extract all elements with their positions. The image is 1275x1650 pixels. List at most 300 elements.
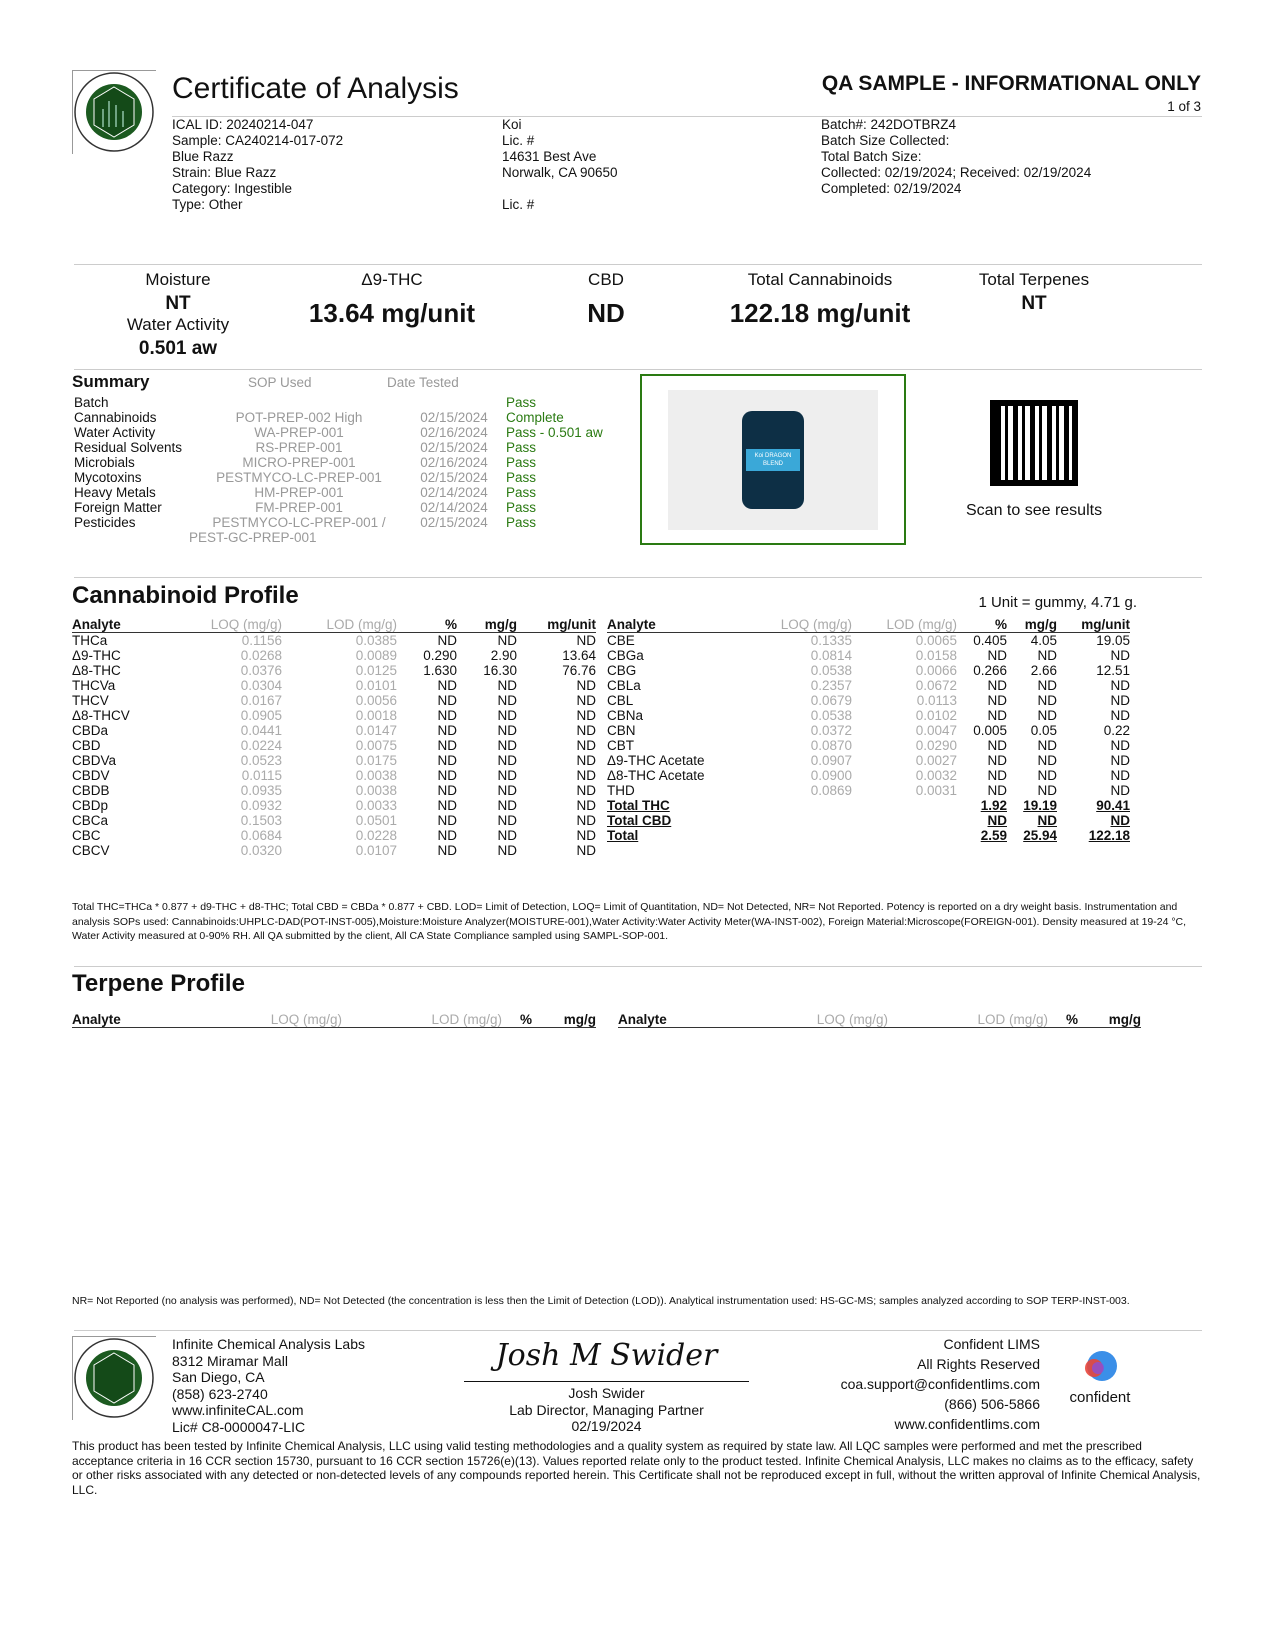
lab-name: Infinite Chemical Analysis Labs (172, 1336, 365, 1352)
qr-code[interactable] (990, 400, 1078, 486)
summary-result: Pass (506, 395, 537, 410)
cell: 0.290 (423, 648, 457, 663)
lab-street: 8312 Miramar Mall (172, 1352, 288, 1369)
confident-logo (1064, 1348, 1136, 1407)
completed-date: Completed: 02/19/2024 (821, 181, 962, 196)
cell: ND (1110, 693, 1130, 708)
cell: ND (576, 633, 596, 648)
cell: ND (1110, 678, 1130, 693)
cell: ND (576, 723, 596, 738)
cell: 0.0228 (355, 828, 397, 843)
cell: CBGa (607, 648, 644, 663)
signatory-name: Josh Swider (568, 1385, 645, 1401)
table-row (607, 633, 1130, 649)
cell: 2.59 (980, 828, 1007, 843)
summary-result: Pass (506, 470, 537, 485)
cell: ND (1110, 738, 1130, 753)
cell: ND (437, 828, 457, 843)
total-row (607, 828, 1130, 843)
cell: Total CBD (607, 813, 672, 828)
cell: ND (437, 678, 457, 693)
moisture-value: NT (165, 293, 191, 314)
batch-number: Batch#: 242DOTBRZ4 (821, 117, 957, 132)
table-row (72, 828, 596, 843)
cell: 25.94 (1023, 828, 1057, 843)
cell: 0.0290 (915, 738, 957, 753)
cell: ND (497, 753, 517, 768)
summary-result: Pass (506, 500, 537, 515)
date-header: Date Tested (387, 375, 459, 390)
cell: 0.0268 (240, 648, 282, 663)
cell: 0.0175 (355, 753, 397, 768)
column-header: LOD (mg/g) (282, 617, 397, 633)
confident-logo-icon (1080, 1348, 1120, 1384)
cell: 0.0441 (240, 723, 282, 738)
cell: CBDa (72, 723, 109, 738)
summary-sop: PESTMYCO-LC-PREP-001 (216, 470, 382, 485)
cell: 0.0672 (915, 678, 957, 693)
cell: Total (607, 828, 639, 843)
cell: ND (497, 843, 517, 858)
column-header: Analyte (72, 617, 182, 633)
cell: 0.0320 (240, 843, 282, 858)
cell: ND (1037, 678, 1057, 693)
cell: ND (1037, 708, 1057, 723)
table-row (72, 723, 596, 738)
table-row (72, 738, 596, 753)
cell: CBE (607, 633, 635, 648)
column-header: LOQ (mg/g) (182, 617, 282, 633)
table-row (607, 663, 1130, 678)
summary-sop: HM-PREP-001 (254, 485, 344, 500)
cell: ND (987, 738, 1007, 753)
summary-result: Pass (506, 515, 537, 530)
table-row (72, 693, 596, 708)
lab-license: Lic# C8-0000047-LIC (172, 1418, 306, 1435)
header-row (72, 1012, 596, 1028)
cell: 0.0870 (810, 738, 852, 753)
header-row (72, 617, 596, 633)
summary-result: Complete (506, 410, 564, 425)
cell: 0.0304 (240, 678, 282, 693)
page-number: 1 of 3 (1167, 99, 1201, 114)
total-row (607, 813, 1130, 828)
cell: 0.0932 (240, 798, 282, 813)
column-header: LOD (mg/g) (852, 617, 957, 633)
water-activity-label: Water Activity (126, 315, 230, 334)
summary-result: Pass (506, 455, 537, 470)
cell: 0.266 (973, 663, 1007, 678)
cell: ND (437, 633, 457, 648)
confident-logo-text: confident (1069, 1389, 1131, 1406)
cell: 0.1335 (810, 633, 852, 648)
cell: ND (1110, 648, 1130, 663)
cell: ND (576, 708, 596, 723)
cell: 0.0065 (915, 633, 957, 648)
cannabinoid-profile-title: Cannabinoid Profile (72, 582, 299, 609)
cell: ND (437, 708, 457, 723)
cell: ND (576, 813, 596, 828)
cell: ND (1037, 753, 1057, 768)
table-row (607, 678, 1130, 693)
cell: 0.0158 (915, 648, 957, 663)
summary-date: 02/15/2024 (420, 470, 488, 485)
cell: ND (576, 738, 596, 753)
cell: ND (497, 738, 517, 753)
cell: 0.0032 (915, 768, 957, 783)
cell: 0.22 (1103, 723, 1130, 738)
signatory-title: Lab Director, Managing Partner (509, 1401, 704, 1418)
cell: 19.19 (1023, 798, 1057, 813)
cell: 2.66 (1030, 663, 1057, 678)
cell: 0.0113 (916, 693, 957, 708)
lims-info (841, 1334, 1040, 1434)
total-terpenes-metric: Total Terpenes NT (978, 270, 1090, 314)
cell: ND (1037, 768, 1057, 783)
table-row (607, 648, 1130, 663)
cell (852, 828, 957, 843)
sample-id: Sample: CA240214-017-072 (172, 133, 344, 148)
cell: CBDVa (72, 753, 117, 768)
cell: 0.0075 (355, 738, 397, 753)
cell: 1.630 (423, 663, 457, 678)
cell: 0.0101 (355, 678, 397, 693)
cell: ND (576, 798, 596, 813)
cell: Δ8-THC Acetate (607, 768, 705, 783)
cell: ND (1110, 753, 1130, 768)
cell: CBDp (72, 798, 109, 813)
cell: 0.0538 (810, 663, 852, 678)
cell: ND (497, 633, 517, 648)
strain: Strain: Blue Razz (172, 165, 277, 180)
cell: 0.1503 (240, 813, 282, 828)
cell: 0.0679 (810, 693, 852, 708)
terpene-profile-title: Terpene Profile (72, 970, 245, 997)
summary-title: Summary (72, 372, 150, 391)
cell: ND (1037, 693, 1057, 708)
cell (852, 798, 957, 813)
client-city: Norwalk, CA 90650 (502, 165, 618, 180)
cell: CBL (607, 693, 634, 708)
cell: CBCV (72, 843, 110, 858)
cell: THCa (72, 633, 108, 648)
cell: ND (576, 678, 596, 693)
cell: ND (437, 693, 457, 708)
column-header: mg/g (1078, 1012, 1141, 1028)
table-row (72, 708, 596, 723)
summary-test: Microbials (74, 455, 135, 470)
cbd-metric: CBD ND (587, 270, 625, 328)
cell: ND (987, 768, 1007, 783)
column-header: mg/unit (517, 617, 596, 633)
cell: ND (576, 693, 596, 708)
cell: ND (437, 783, 457, 798)
product-name: Blue Razz (172, 149, 234, 164)
column-header: mg/g (1007, 617, 1057, 633)
ical-id: ICAL ID: 20240214-047 (172, 117, 314, 132)
client-name: Koi (502, 117, 522, 132)
cell: ND (497, 693, 517, 708)
cell: ND (437, 768, 457, 783)
lims-rights: All Rights Reserved (917, 1356, 1040, 1372)
column-header: mg/unit (1057, 617, 1130, 633)
cell: 0.0814 (810, 648, 852, 663)
table-row (607, 753, 1130, 768)
cell (757, 828, 852, 843)
cell: 0.05 (1030, 723, 1057, 738)
cell: 0.0900 (810, 768, 852, 783)
cell: Δ8-THC (72, 663, 121, 678)
lab-phone: (858) 623-2740 (172, 1385, 268, 1402)
cell: ND (497, 783, 517, 798)
cell: 13.64 (562, 648, 596, 663)
client-info (502, 117, 618, 213)
client-address: 14631 Best Ave (502, 149, 597, 164)
summary-test: Water Activity (74, 425, 156, 440)
column-header: LOQ (mg/g) (262, 1012, 342, 1028)
document-title: Certificate of Analysis (172, 72, 459, 105)
cell: ND (576, 768, 596, 783)
cell: 16.30 (483, 663, 517, 678)
summary-date: 02/14/2024 (420, 500, 488, 515)
total-row (607, 798, 1130, 813)
cell: 0.0905 (240, 708, 282, 723)
cell (757, 813, 852, 828)
summary-test: Foreign Matter (74, 500, 162, 515)
cell: 0.0125 (355, 663, 397, 678)
cell: 0.0056 (355, 693, 397, 708)
cell: CBG (607, 663, 637, 678)
cell: ND (987, 813, 1007, 828)
lab-city: San Diego, CA (172, 1369, 265, 1385)
cell (757, 798, 852, 813)
cell: 0.0038 (355, 783, 397, 798)
client-license-2: Lic. # (502, 197, 535, 212)
cell: ND (987, 693, 1007, 708)
cell: ND (1110, 768, 1130, 783)
cell: ND (576, 843, 596, 858)
header-row (618, 1012, 1141, 1028)
cell: 0.0033 (355, 798, 397, 813)
cell: 0.0027 (915, 753, 957, 768)
summary-sop: RS-PREP-001 (255, 440, 343, 455)
cell: 1.92 (980, 798, 1007, 813)
summary-sop-extra: PEST-GC-PREP-001 (189, 530, 317, 545)
cell: 0.0224 (240, 738, 282, 753)
cell: ND (497, 813, 517, 828)
lab-address (172, 1336, 365, 1435)
cell: CBT (607, 738, 634, 753)
cell: 0.0089 (355, 648, 397, 663)
lims-name: Confident LIMS (943, 1336, 1040, 1352)
cell: 0.0147 (355, 723, 397, 738)
terpene-note: NR= Not Reported (no analysis was performed), ND= Not Detected (the concentration is less then the Limit of Detection (LOD)). Analytical instrumentation used: HS-GC-MS; samples analyzed according to SOP TERP-INST-003. (72, 1295, 1130, 1307)
cell: ND (437, 798, 457, 813)
cell: THCVa (72, 678, 116, 693)
cell: ND (576, 828, 596, 843)
cell: 0.005 (973, 723, 1007, 738)
total-cannabinoids-metric: Total Cannabinoids 122.18 mg/unit (729, 270, 911, 328)
product-image (640, 374, 906, 545)
cell: CBC (72, 828, 101, 843)
summary-result: Pass (506, 485, 537, 500)
cell: 0.0385 (355, 633, 397, 648)
summary-test: Cannabinoids (74, 410, 157, 425)
cannabinoid-table-right (607, 617, 1130, 843)
table-row (72, 678, 596, 693)
summary-date: 02/16/2024 (420, 425, 488, 440)
cell: 0.0501 (355, 813, 397, 828)
cell: 12.51 (1096, 663, 1130, 678)
cell: ND (1037, 738, 1057, 753)
lab-logo (72, 70, 156, 154)
summary-test: Residual Solvents (74, 440, 183, 455)
signature-date: 02/19/2024 (571, 1418, 642, 1434)
total-batch-size: Total Batch Size: (821, 149, 922, 164)
cell: 0.0372 (810, 723, 852, 738)
cell: 0.0684 (240, 828, 282, 843)
column-header: % (397, 617, 457, 633)
cell: ND (497, 678, 517, 693)
summary-sop: MICRO-PREP-001 (242, 455, 356, 470)
cell: ND (437, 753, 457, 768)
column-header: LOQ (mg/g) (757, 617, 852, 633)
cell: Δ9-THC (72, 648, 121, 663)
cell: ND (497, 768, 517, 783)
cell: 2.90 (490, 648, 517, 663)
cannabinoid-note: Total THC=THCa * 0.877 + d9-THC + d8-THC; Total CBD = CBDa * 0.877 + CBD. LOD= Limit of Detection, LOQ= Limit of Quantitation, ND= Not Detected, NR= Not Reported. Potency is reported on a dry weight basis. Instrumentation and analysis SOPs used: Cannabinoids:UHPLC-DAD(POT-INST-005),Moisture:Moisture Analyzer(MOISTURE-001),Water Activity:Water Activity Meter(WA-INST-002), Foreign Material:Microscope(FOREIGN-001). Density measured at 19-24 °C, Water Activity measured at 0-90% RH. All QA submitted by the client, All CA State Compliance sampled using SAMPL-SOP-001. (72, 901, 1187, 942)
cell: ND (987, 678, 1007, 693)
collected-received: Collected: 02/19/2024; Received: 02/19/2024 (821, 165, 1092, 180)
cell: CBNa (607, 708, 644, 723)
cell: 0.0907 (810, 753, 852, 768)
cell: ND (576, 753, 596, 768)
cell: Total THC (607, 798, 670, 813)
table-row (72, 663, 596, 678)
cell: ND (437, 738, 457, 753)
cell: 0.405 (973, 633, 1007, 648)
table-row (607, 783, 1130, 798)
cell: 0.0107 (355, 843, 397, 858)
table-row (607, 693, 1130, 708)
batch-info (821, 117, 1091, 197)
cell: 76.76 (562, 663, 596, 678)
cell: 0.0038 (355, 768, 397, 783)
column-header: % (1048, 1012, 1078, 1028)
cell: 0.0167 (240, 693, 282, 708)
lims-email[interactable]: coa.support@confidentlims.com (840, 1376, 1040, 1392)
table-row (72, 798, 596, 813)
table-row (607, 738, 1130, 753)
sample-info (172, 117, 343, 213)
cell: 122.18 (1088, 828, 1130, 843)
table-row (72, 813, 596, 828)
thc-metric: Δ9-THC 13.64 mg/unit (308, 270, 476, 328)
moisture-metric (68, 270, 288, 360)
table-row (72, 783, 596, 798)
table-row (607, 768, 1130, 783)
summary-sop: FM-PREP-001 (255, 500, 343, 515)
cell: ND (1037, 813, 1057, 828)
cell: ND (437, 843, 457, 858)
cell: 0.0047 (915, 723, 957, 738)
table-row (72, 843, 596, 858)
cell: ND (987, 708, 1007, 723)
cell: 0.0102 (915, 708, 957, 723)
cell: ND (987, 753, 1007, 768)
sop-header: SOP Used (248, 375, 312, 390)
column-header: mg/g (457, 617, 517, 633)
column-header: LOD (mg/g) (888, 1012, 1048, 1028)
cell: ND (1037, 783, 1057, 798)
cell (852, 813, 957, 828)
cell: 19.05 (1096, 633, 1130, 648)
summary-test: Mycotoxins (74, 470, 142, 485)
cell: ND (1110, 708, 1130, 723)
summary-test: Batch (74, 395, 109, 410)
summary-date: 02/15/2024 (420, 410, 488, 425)
summary-result: Pass - 0.501 aw (506, 425, 603, 440)
column-header: Analyte (618, 1012, 808, 1028)
cell: ND (987, 783, 1007, 798)
cell: 0.2357 (810, 678, 852, 693)
client-license: Lic. # (502, 133, 535, 148)
category: Category: Ingestible (172, 181, 293, 196)
summary-test: Heavy Metals (74, 485, 156, 500)
cell: ND (1110, 783, 1130, 798)
cell: ND (576, 783, 596, 798)
unit-note: 1 Unit = gummy, 4.71 g. (978, 594, 1137, 611)
summary-date: 02/15/2024 (420, 515, 488, 530)
cell: 0.0018 (355, 708, 397, 723)
lab-logo-footer (72, 1336, 156, 1420)
column-header: LOQ (mg/g) (808, 1012, 888, 1028)
cell: 0.0538 (810, 708, 852, 723)
cell: 0.0031 (915, 783, 957, 798)
cell: ND (437, 723, 457, 738)
column-header: mg/g (532, 1012, 596, 1028)
table-row (72, 768, 596, 783)
lims-website[interactable]: www.confidentlims.com (894, 1416, 1040, 1432)
qa-banner: QA SAMPLE - INFORMATIONAL ONLY (821, 72, 1201, 95)
cell: Δ9-THC Acetate (607, 753, 705, 768)
column-header: Analyte (607, 617, 757, 633)
cell: THCV (72, 693, 109, 708)
lims-phone: (866) 506-5866 (944, 1396, 1040, 1412)
cell: 90.41 (1096, 798, 1130, 813)
cell: CBD (72, 738, 101, 753)
table-row (607, 723, 1130, 738)
table-row (72, 633, 596, 649)
cell: ND (497, 723, 517, 738)
signature-image: Josh M Swider (495, 1338, 718, 1373)
water-activity-value: 0.501 aw (138, 338, 218, 359)
batch-size-collected: Batch Size Collected: (821, 133, 950, 148)
summary-date: 02/16/2024 (420, 455, 488, 470)
cell: 4.05 (1030, 633, 1057, 648)
cell: CBLa (607, 678, 641, 693)
cell: ND (437, 813, 457, 828)
table-row (72, 753, 596, 768)
cell: ND (987, 648, 1007, 663)
cell: CBN (607, 723, 636, 738)
cell: THD (607, 783, 635, 798)
signatory (464, 1385, 749, 1435)
cell: 0.0935 (240, 783, 282, 798)
cell: Δ8-THCV (72, 708, 130, 723)
column-header: LOD (mg/g) (342, 1012, 502, 1028)
lab-website[interactable]: www.infiniteCAL.com (172, 1402, 304, 1418)
